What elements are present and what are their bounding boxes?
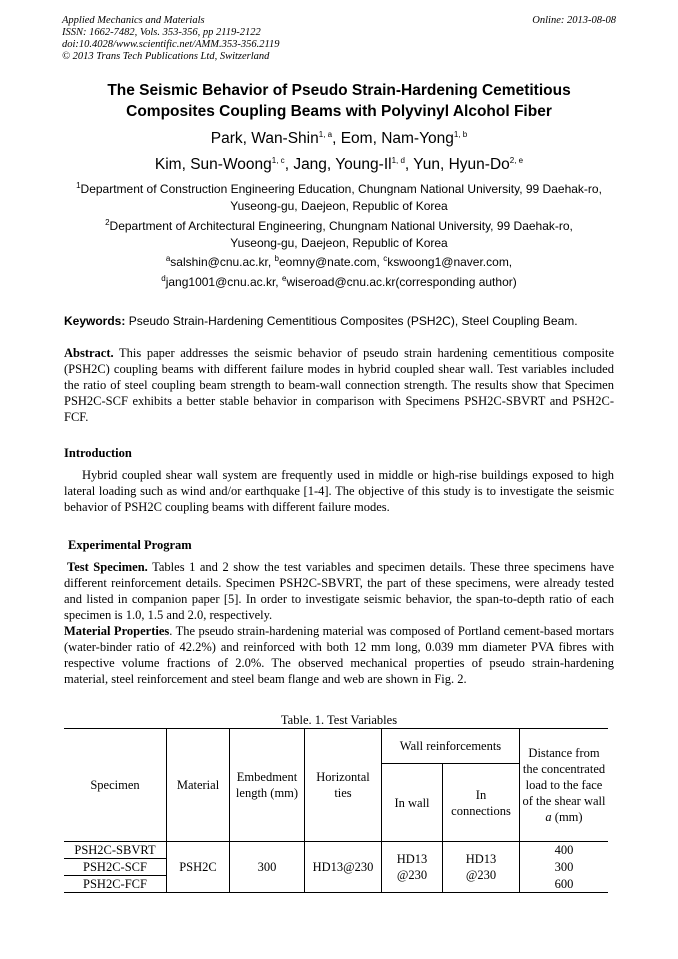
- test-specimen-label: Test Specimen.: [67, 560, 148, 574]
- table-caption: Table. 1. Test Variables: [280, 713, 398, 727]
- title-line-1: The Seismic Behavior of Pseudo Strain-Hardening Cemetitious: [107, 82, 571, 99]
- header-distance-unit: (mm): [551, 810, 583, 824]
- affiliation-text: Department of Construction Engineering Education, Chungnam National University, 99 Daehak-ro,: [80, 182, 602, 196]
- email-sup: b: [274, 254, 279, 263]
- email: kswoong1@naver.com,: [387, 255, 513, 269]
- header-material: Material: [167, 729, 230, 842]
- email-line-2: [64, 274, 614, 291]
- author-sup: 2, e: [509, 155, 524, 165]
- header-distance-text: Distance from the concentrated load to the face of the shear wall: [522, 746, 606, 808]
- abstract: [64, 345, 614, 425]
- material-properties-label: Material Properties: [64, 624, 170, 638]
- journal-issn: ISSN: 1662-7482, Vols. 353-356, pp 2119-2122: [62, 27, 261, 38]
- affiliation-2: [64, 218, 614, 252]
- author-sup: 1, a: [318, 129, 333, 139]
- header-horizontal-ties: Horizontal ties: [305, 729, 382, 842]
- email-sup: d: [161, 274, 166, 283]
- email: salshin@cnu.ac.kr,: [170, 255, 272, 269]
- specimen-cell: PSH2C-FCF: [64, 876, 167, 893]
- keywords: [64, 313, 614, 329]
- email-sup: a: [165, 254, 171, 263]
- test-specimen-paragraph: [64, 559, 614, 623]
- author-sup: 1, c: [271, 155, 285, 165]
- affiliation-text: Yuseong-gu, Daejeon, Republic of Korea: [230, 199, 448, 213]
- header-in-connections: In connections: [443, 764, 520, 842]
- journal-copyright: © 2013 Trans Tech Publications Ltd, Switzerland: [62, 51, 270, 62]
- paper-title: [64, 80, 614, 122]
- email: wiseroad@cnu.ac.kr(corresponding author): [286, 275, 517, 289]
- header-wall-reinforcements: Wall reinforcements: [382, 729, 520, 764]
- email-line-1: [64, 254, 614, 271]
- email: jang1001@cnu.ac.kr,: [165, 275, 279, 289]
- author-name: Eom, Nam-Yong: [340, 130, 454, 147]
- abstract-label: Abstract.: [64, 346, 114, 360]
- material-cell: PSH2C: [167, 842, 230, 893]
- test-specimen-text: Tables 1 and 2 show the test variables and specimen details. These three specimens have different reinforcement details. Specimen PSH2C-SBVRT, the part of these specimens, were already tested and listed in companion paper [5]. In order to investigate seismic behavior, the span-to-depth ratio of each specimen is 1.0, 1.5 and 2.0, respectively.: [64, 560, 614, 622]
- distance-cell: 600: [520, 876, 609, 893]
- header-specimen: Specimen: [64, 729, 167, 842]
- journal-name: Applied Mechanics and Materials: [62, 15, 205, 26]
- embedment-cell: 300: [230, 842, 305, 893]
- header-distance-var: a: [545, 810, 552, 824]
- header-in-wall: In wall: [382, 764, 443, 842]
- affiliation-text: Department of Architectural Engineering, Chungnam National University, 99 Daehak-ro,: [109, 219, 573, 233]
- journal-header: [62, 15, 616, 63]
- abstract-text: This paper addresses the seismic behavior of pseudo strain hardening cementitious composite (PSH2C) coupling beams with different failure modes in hybrid coupled shear wall. Test variables included the ratio of steel coupling beam strength to beam-wall connection strength. The results show that Specimen PSH2C-SCF exhibits a better stable behavior in comparison with Specimens PSH2C-SBVRT and PSH2C-FCF.: [64, 346, 614, 424]
- author-line-1: Park, Wan-Shin$^{1, a}$, Eom, Nam-Yong$^{1, b}$: [210, 129, 468, 147]
- specimen-cell: PSH2C-SCF: [64, 859, 167, 876]
- author-name: Kim, Sun-Woong: [154, 156, 272, 173]
- distance-cell: 300: [554, 860, 574, 874]
- email-sup: c: [383, 254, 388, 263]
- distance-cell: 400: [554, 843, 574, 858]
- in-connections-cell: HD13 @230: [443, 842, 520, 893]
- online-date: Online: 2013-08-08: [532, 15, 616, 26]
- material-properties-paragraph: [64, 623, 614, 687]
- horizontal-cell: HD13@230: [305, 842, 382, 893]
- author-name: Park, Wan-Shin: [210, 130, 319, 147]
- email-sup: e: [281, 274, 287, 283]
- introduction-text: Hybrid coupled shear wall system are frequently used in middle or high-rise buildings exposed to high lateral loading such as wind and/or earthquake [1-4]. The objective of this study is to investigate the seismic behavior of PSH2C coupling beams with different failure modes.: [64, 468, 614, 514]
- material-properties-text: . The pseudo strain-hardening material was composed of Portland cement-based mortars (water-binder ratio of 42.2%) and reinforced with both 12 mm long, 0.039 mm diameter PVA fibres with respective volume fractions of 2.0%. The observed mechanical properties of pseudo strain-hardening material, steel reinforcement and steel beam flange and web are shown in Fig. 2.: [64, 624, 614, 686]
- test-variables-table: [64, 728, 608, 893]
- affiliation-1: [64, 181, 614, 215]
- header-embedment: Embedment length (mm): [230, 729, 305, 842]
- specimen-cell: PSH2C-SBVRT: [64, 842, 167, 859]
- email: eomny@nate.com,: [278, 255, 380, 269]
- journal-doi: doi:10.4028/www.scientific.net/AMM.353-356.2119: [62, 39, 280, 50]
- keywords-text: Pseudo Strain-Hardening Cementitious Composites (PSH2C), Steel Coupling Beam.: [125, 314, 578, 328]
- author-sup: 1, b: [453, 129, 468, 139]
- author-line-2: Kim, Sun-Woong$^{1, c}$, Jang, Young-Il$^{1, d}$, Yun, Hyun-Do$^{2, e}$: [154, 155, 524, 173]
- experimental-heading: Experimental Program: [68, 538, 192, 552]
- affiliation-text: Yuseong-gu, Daejeon, Republic of Korea: [230, 236, 448, 250]
- introduction-heading: Introduction: [64, 446, 132, 460]
- title-line-2: Composites Coupling Beams with Polyvinyl Alcohol Fiber: [126, 103, 552, 120]
- keywords-label: Keywords:: [64, 314, 126, 328]
- in-wall-cell: HD13 @230: [382, 842, 443, 893]
- author-name: Yun, Hyun-Do: [413, 156, 510, 173]
- author-name: Jang, Young-Il: [293, 156, 392, 173]
- affiliation-sup: 2: [105, 218, 110, 227]
- author-sup: 1, d: [391, 155, 405, 165]
- affiliation-sup: 1: [76, 181, 81, 190]
- header-distance: [520, 729, 609, 842]
